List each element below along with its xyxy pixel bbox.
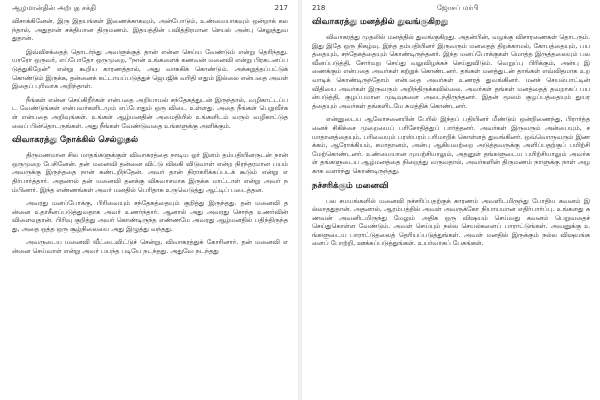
right-section-heading-2: நச்சரிக்கும் மனைவி xyxy=(312,180,389,191)
left-page xyxy=(0,0,298,400)
left-paragraph-1: விசாக்கினேன். இரு இதயங்கள் இணைக்காகவும், அன்போடும், உண்மையாகவும் ஒன்றாக் கலந்தால், அதுதான் சக்தியான திருமணம். இதயத்தின் பவித்திரமான செயல் அன்பு செலுத்துவதுதான். xyxy=(12,17,288,43)
right-paragraph-3: பல சமயங்களில் மனைவி நச்சரிப்பதற்குக் காரணம் அவளிடமிருந்து போதிய கவனம் இல்லாததுதான். அதனால், ஆரம்பத்தில் அவள் அவருக்கோ நியாயமான எதிர்பார்ப்பு. உங்களது கணவன் அவனிடமிருந்து மேலும் அதிக ஒரு விஷயம் செய்வது கவனம் பெறுவதைச் செய்துகொள்ள வேண்டும். அவள் செய்யும் நல்ல செயல்களைப் பாராட்டுங்கள். அவனுக்கு உங்களுடைய பாராட்டுதலைத் தெரியப்படுத்துங்கள். அவள் மனதில் இருக்கும் நல்ல விஷயங்களைப் போற்றி, ஊக்கப்படுத்துங்கள். உயர்வாகப் பேசுங்கள். xyxy=(312,196,590,248)
left-paragraph-3: நீங்கள் என்ன செய்கிறீர்கள் என்பதை அறியாமல் சந்தேகத்துடன் இருந்தால், வழிகாட்டப்பட வேண்டுங்கள் என்பவர்களிடமும் எப்போதும் ஒரு விடை உள்ளது. அதை நீங்கள் பெறுவீர்கள் என்பதை அறிவுங்கள். உங்கள் ஆழ்மனதின் அமைதியில் உங்களிடம் வரும் வழிகாட்டுதலைப் பின்தொடருங்கள். அது நீங்கள் வேண்டுவதை உங்களுக்கு அளிக்கும். xyxy=(12,95,288,130)
left-running-head xyxy=(12,4,288,13)
left-paragraph-5: அவரது மனப்போக்கு, பிரிவையும் சந்தேகத்தையும் குறித்து இருந்தது. தன் மனைவி தன்னை உதாசீனப்படுத்துவதாக அவர் உணர்ந்தார். ஆனால் அது அவரது சொந்த உணர்வின் விளைவுதான். பிரிவு குறித்து அவர் கொண்டிருந்த எண்ணமே அவரது ஆழ்மனதில் பதிந்திருந்தது, அதை ஒத்த ஒரு சூழ்நிலையை அது இழுத்து வந்தது. xyxy=(12,199,288,233)
left-paragraph-6: அவருடைய மனைவி வீட்டைவிட்டுச் சென்று, விவாகரத்துக் கோரினார். தன் மனைவி என்னை செய்வாள் என்று அவர் பயந்த படியே நடந்தது. அதுவே நடந்தது xyxy=(12,238,288,256)
left-page-number: 217 xyxy=(274,4,288,12)
right-page-number: 218 xyxy=(312,4,326,12)
right-page xyxy=(302,0,600,400)
right-section-heading-1: விவாகரத்து மனத்தில் துவங்குகிறது xyxy=(312,17,449,27)
left-paragraph-2: இவ்விசக்தைத் தொடர்ந்து அவளுக்குத் தான் என்ன செய்ய வேண்டும் என்று தெரிந்தது. யாரோ ஒருவர், எப்போதோ ஒருமுறை, "நான் உங்களைக் கணவன் மனைவி என்று பிரகடனப்படுத்துகிறேன்" என்று கூறிய காரணத்தால், அது வாசுகிக் கொண்டும். அக்கறுத்தப்பட்டுக் கொண்டும் இருக்க, தன்னைக் கட்டாயப்படுத்துச் ஜெபஜிக் வரிதி எதும் இல்லை என்பதை அவள் இதைப் புரிவாக அறிந்தாள். xyxy=(12,47,288,91)
right-paragraph-1: விவாகரத்து முதலில் மனத்தில் துவங்குகிறது. அதன்பின், வழக்கு விசாரணைகள் தொடரும். இது இதே ஒரு நிகழ்வு. இந்த தம்பதியினர் இருவரும் மனதைத் திறக்காமல், கோபத்தையும், பயத்தையும், சந்தேகத்தையும் கொண்டிருந்தனர். இந்த மனப்போக்குகள் மொத்த இருத்தலையும் பலவீனப்படுத்தி, சோர்வுற செய்து வலுவிழக்கச் செய்துவிடும். வெறுப்பு பிரிக்கும், அன்பு இணைக்கும் என்பதை அவர்கள் கற்றுக் கொண்டனர். தங்கள் மனத்துடன் தாங்கள் எவ்விதமாக உறவாடிக் கொண்டிருந்தோம் என்பதை அவர்கள் உணரத் துவங்கினர். மனச் செயல்பாட்டின் விதியை அவர்கள் இருவரும் அறிந்திருக்கவில்லை. அவர்கள் தங்கள் மனத்தைத் தவறாகப் பயன்படுத்தி, குழப்பமான முடிவுகளை அடைந்திருந்தனர். இதன் மூலம் குழப்பத்தையும் துயரத்தையும் அவர்கள் தங்களிடமே சுமத்திக் கொண்டனர். xyxy=(312,33,590,110)
left-header-title: ஆழமான்தின் அற்புத சக்தி xyxy=(12,4,96,12)
right-paragraph-2: என்னுடைய ஆலோசனையின் பேரில் இந்தப் பதியினர் மீண்டும் ஒன்றிணைந்து, பிரார்த்தனைச் சிகிச்சை முறையைப் பரிசோதித்துப் பார்த்தனர். அவர்கள் இருவரும் அன்பையும், சமாதானத்தையும், பரிவையும் பரஸ்பரம் பரிமாறிக் கொள்ளத் துவங்கினர். ஒவ்வொருவரும் இணக்கம், ஆரோக்கியம், சமாதானம், அன்பு ஆகியவற்றை அடுத்தவருக்கு அளிப்பதற்குப் பயிற்சி மேற்கொண்டனர். உண்மையான முயற்சியாலும், அதனுள் தங்களுடைய பயிற்சியாலும் அவர்கள் தங்களுடைய ஆழ்மனத்தை நிறைத்து வருவதால், அவர்களின் திருமணம் நாளுக்கு நாள் அழகாக வளர்ந்து கொண்டிருந்தது. xyxy=(312,115,590,175)
right-running-head xyxy=(312,4,590,13)
right-header-title: ஜோசப் மர்பி xyxy=(436,4,479,12)
left-paragraph-4: திருமணமான சில மாதங்களுக்குள் விவாகரத்தை நாடிய ஓர் இளம் தம்பதியினருடன் நான் ஒருமுறை பேசினேன். தன் மனைவி தன்னை விட்டு விலகி விடுவாள் என்ற நிரந்தரமான பயம் அவருக்கு இருந்ததை நான் கண்டறிந்தேன். அவர் தான் நிராகரிக்கப்படக் கூடும் என்று எதிர்பார்த்தார். அதனால் தன் மனைவி தனக்கு விசுவாசமாக இருக்க மாட்டாள் என்று அவர் நம்பினார். இந்த எண்ணங்கள் அவர் மனதில் பெரிதாக உருவெடுத்து ஆட்டிப் படைத்தன. xyxy=(12,151,288,194)
left-section-heading: விவாகரத்து நோக்கில் செல்லுதல் xyxy=(12,135,139,146)
